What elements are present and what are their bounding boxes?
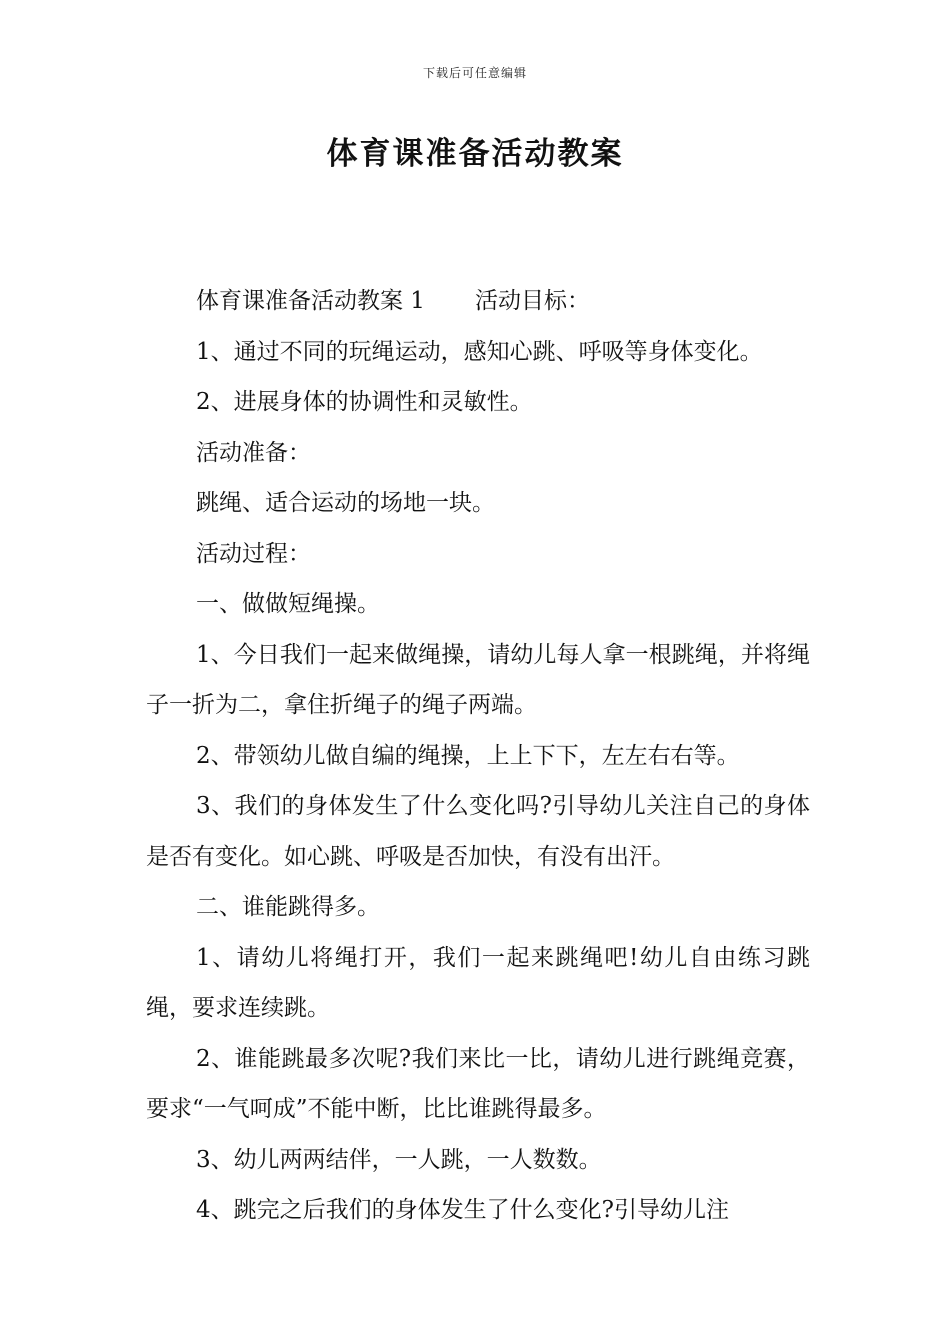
paragraph-step-2-1: 1、请幼儿将绳打开，我们一起来跳绳吧!幼儿自由练习跳绳，要求连续跳。 <box>146 944 810 1021</box>
paragraph-goal-2: 2、进展身体的协调性和灵敏性。 <box>196 389 533 415</box>
paragraph-section-2: 二、谁能跳得多。 <box>196 894 380 920</box>
paragraph-goal-1: 1、通过不同的玩绳运动，感知心跳、呼吸等身体变化。 <box>196 338 763 365</box>
intro-line <box>146 276 810 327</box>
paragraph-section-1: 一、做做短绳操。 <box>196 591 380 617</box>
intro-right: 活动目标： <box>474 288 590 314</box>
paragraph-step-1-2: 2、带领幼儿做自编的绳操，上上下下，左左右右等。 <box>196 742 740 769</box>
paragraph-prep-heading: 活动准备： <box>196 439 311 466</box>
intro-left: 体育课准备活动教案 1 <box>196 288 425 314</box>
paragraph-step-1-1: 1、今日我们一起来做绳操，请幼儿每人拿一根跳绳，并将绳子一折为二，拿住折绳子的绳子两端。 <box>146 641 810 718</box>
paragraph-step-2-2: 2、谁能跳最多次呢?我们来比一比，请幼儿进行跳绳竞赛，要求“一气呵成”不能中断，比比谁跳得最多。 <box>146 1045 810 1122</box>
paragraph-process-heading: 活动过程： <box>196 540 311 567</box>
document-body <box>146 276 810 1236</box>
paragraph-step-2-4: 4、跳完之后我们的身体发生了什么变化?引导幼儿注 <box>196 1197 729 1223</box>
header-note: 下载后可任意编辑 <box>422 66 527 80</box>
paragraph-step-2-3: 3、幼儿两两结伴，一人跳，一人数数。 <box>196 1146 602 1173</box>
paragraph-step-1-3: 3、我们的身体发生了什么变化吗?引导幼儿关注自己的身体是否有变化。如心跳、呼吸是否加快，有没有出汗。 <box>146 793 810 870</box>
paragraph-prep-items: 跳绳、适合运动的场地一块。 <box>196 490 495 516</box>
document-title: 体育课准备活动教案 <box>326 136 624 172</box>
